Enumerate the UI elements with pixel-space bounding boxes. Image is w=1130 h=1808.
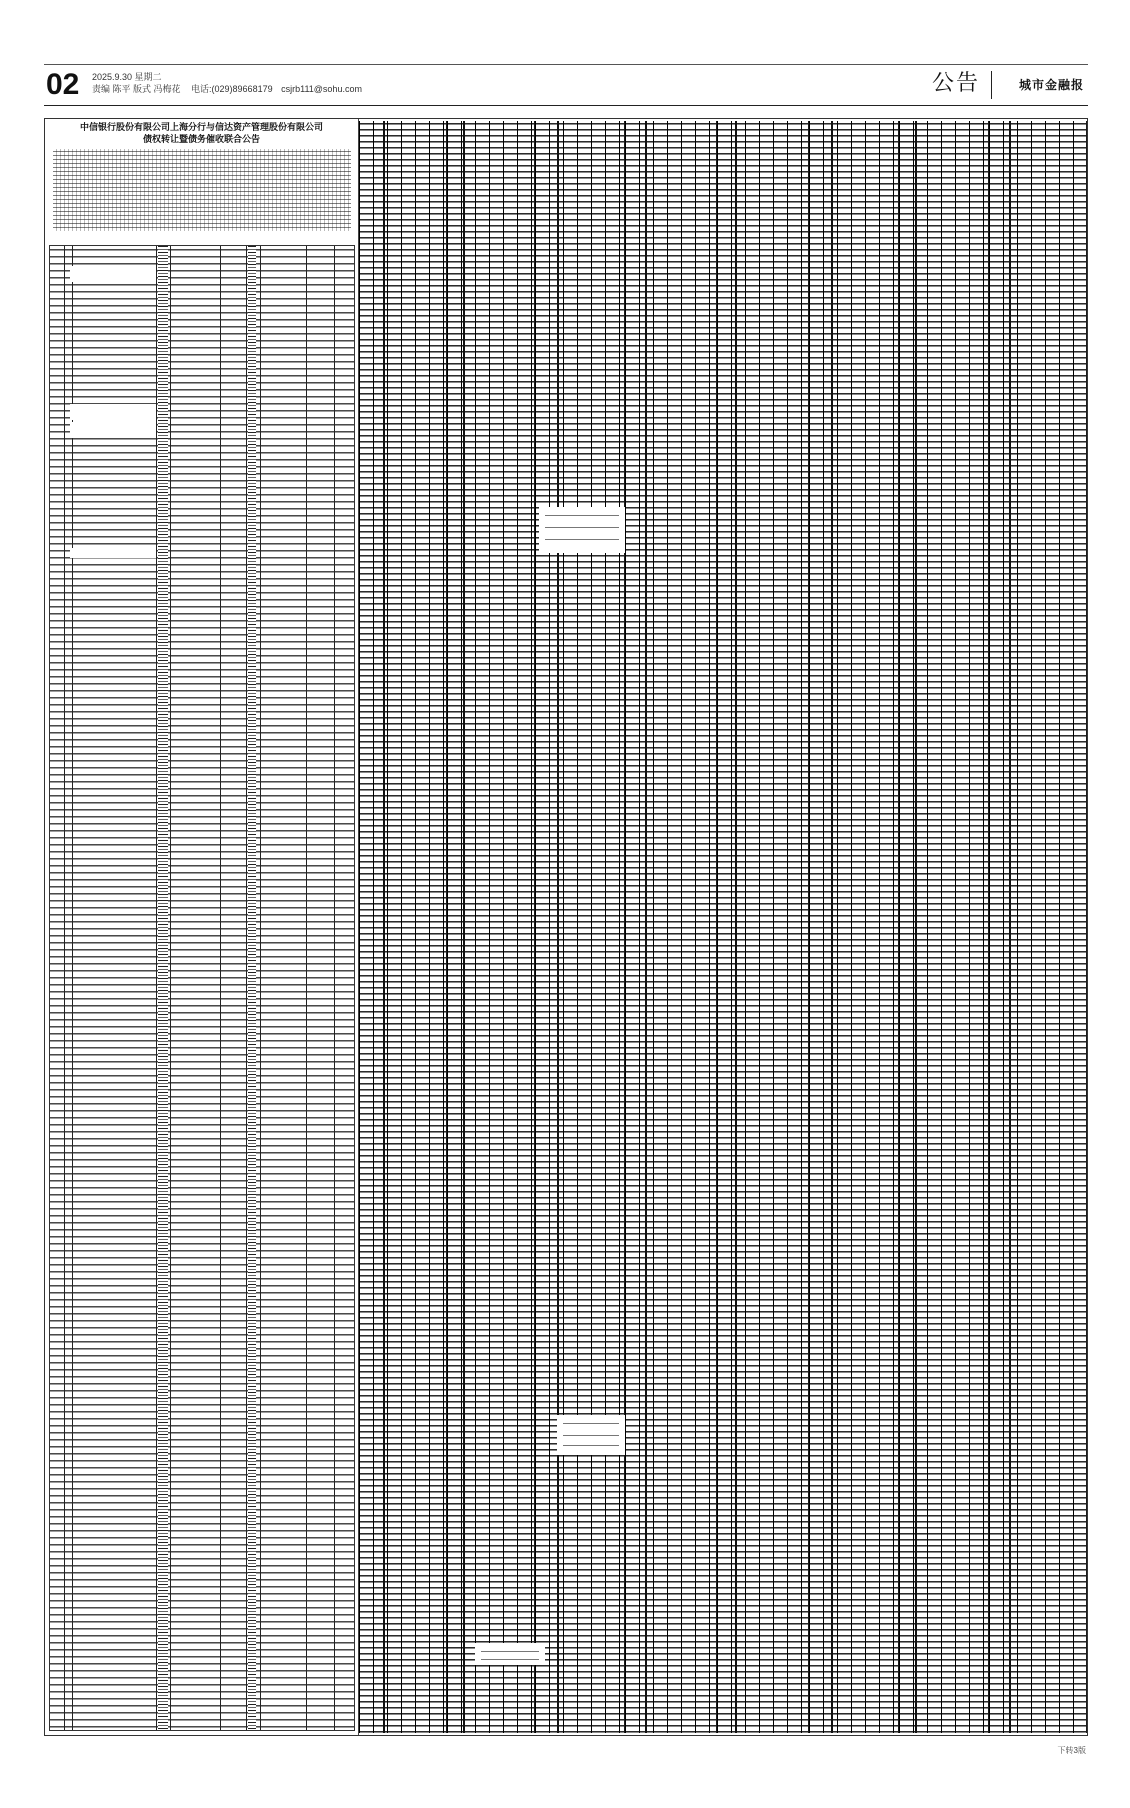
patch-line [545, 527, 619, 528]
table-dense-column [248, 246, 256, 1730]
table-column-rule [334, 246, 335, 1730]
table-column-block [535, 121, 625, 1733]
column-rule [645, 121, 647, 1733]
dense-table-grid [359, 119, 1087, 1735]
patch-line [545, 515, 619, 516]
notice-heading-line-2: 债权转让暨债务催收联合公告 [142, 135, 260, 145]
notice-body-gap [53, 231, 351, 239]
patch-line [563, 1435, 619, 1436]
table-column-block [447, 121, 535, 1733]
column-rule [831, 121, 833, 1733]
notice-debt-table [49, 245, 355, 1731]
table-column-block [989, 121, 1087, 1733]
patch-line [563, 1445, 619, 1446]
notice-heading-line-1: 中信银行股份有限公司上海分行与信达资产管理股份有限公司 [79, 123, 323, 133]
phone-line: 电话:(029)89668179 [191, 84, 273, 94]
table-column-rule [64, 246, 65, 1730]
table-column-rule [170, 246, 171, 1730]
patch-line [481, 1659, 539, 1660]
blank-table-patch [557, 1415, 625, 1455]
page-number: 02 [46, 68, 80, 101]
table-dense-column [158, 246, 168, 1730]
blank-table-patch [475, 1643, 545, 1665]
table-column-block [717, 121, 809, 1733]
date-line: 2025.9.30 星期二 [92, 72, 162, 82]
table-column-rule [306, 246, 307, 1730]
masthead-divider [991, 71, 992, 99]
section-title: 公告 [931, 71, 980, 96]
table-column-block [359, 121, 447, 1733]
notice-column [45, 119, 359, 1735]
notice-body-text-block [53, 149, 351, 231]
notice-heading [45, 119, 358, 146]
email-line: csjrb111@sohu.com [281, 84, 362, 94]
table-column-rule [72, 246, 73, 1730]
patch-line [563, 1423, 619, 1424]
blank-table-patch [539, 507, 625, 553]
table-column-rule [220, 246, 221, 1730]
column-rule [463, 121, 465, 1733]
editor-line: 责编 陈平 版式 冯梅花 [92, 84, 181, 94]
continued-note: 下转3版 [1057, 1746, 1086, 1755]
patch-line [481, 1651, 539, 1652]
table-light-row [70, 548, 156, 558]
masthead [44, 64, 1088, 106]
edition-meta [92, 71, 362, 95]
paper-name: 城市金融报 [1018, 78, 1084, 92]
table-column-rule [260, 246, 261, 1730]
patch-line [545, 539, 619, 540]
column-rule [557, 121, 559, 1733]
credits-line [92, 83, 362, 95]
table-column-block [809, 121, 899, 1733]
table-column-block [625, 121, 717, 1733]
table-light-row [70, 422, 156, 438]
column-rule [383, 121, 385, 1733]
column-rule [1009, 121, 1011, 1733]
column-rule [735, 121, 737, 1733]
table-light-row [70, 404, 156, 420]
table-column-rule [246, 246, 247, 1730]
announcement-frame [44, 118, 1088, 1736]
table-column-block [899, 121, 989, 1733]
column-rule [915, 121, 917, 1733]
table-light-row [70, 266, 156, 282]
table-column-rule [156, 246, 157, 1730]
